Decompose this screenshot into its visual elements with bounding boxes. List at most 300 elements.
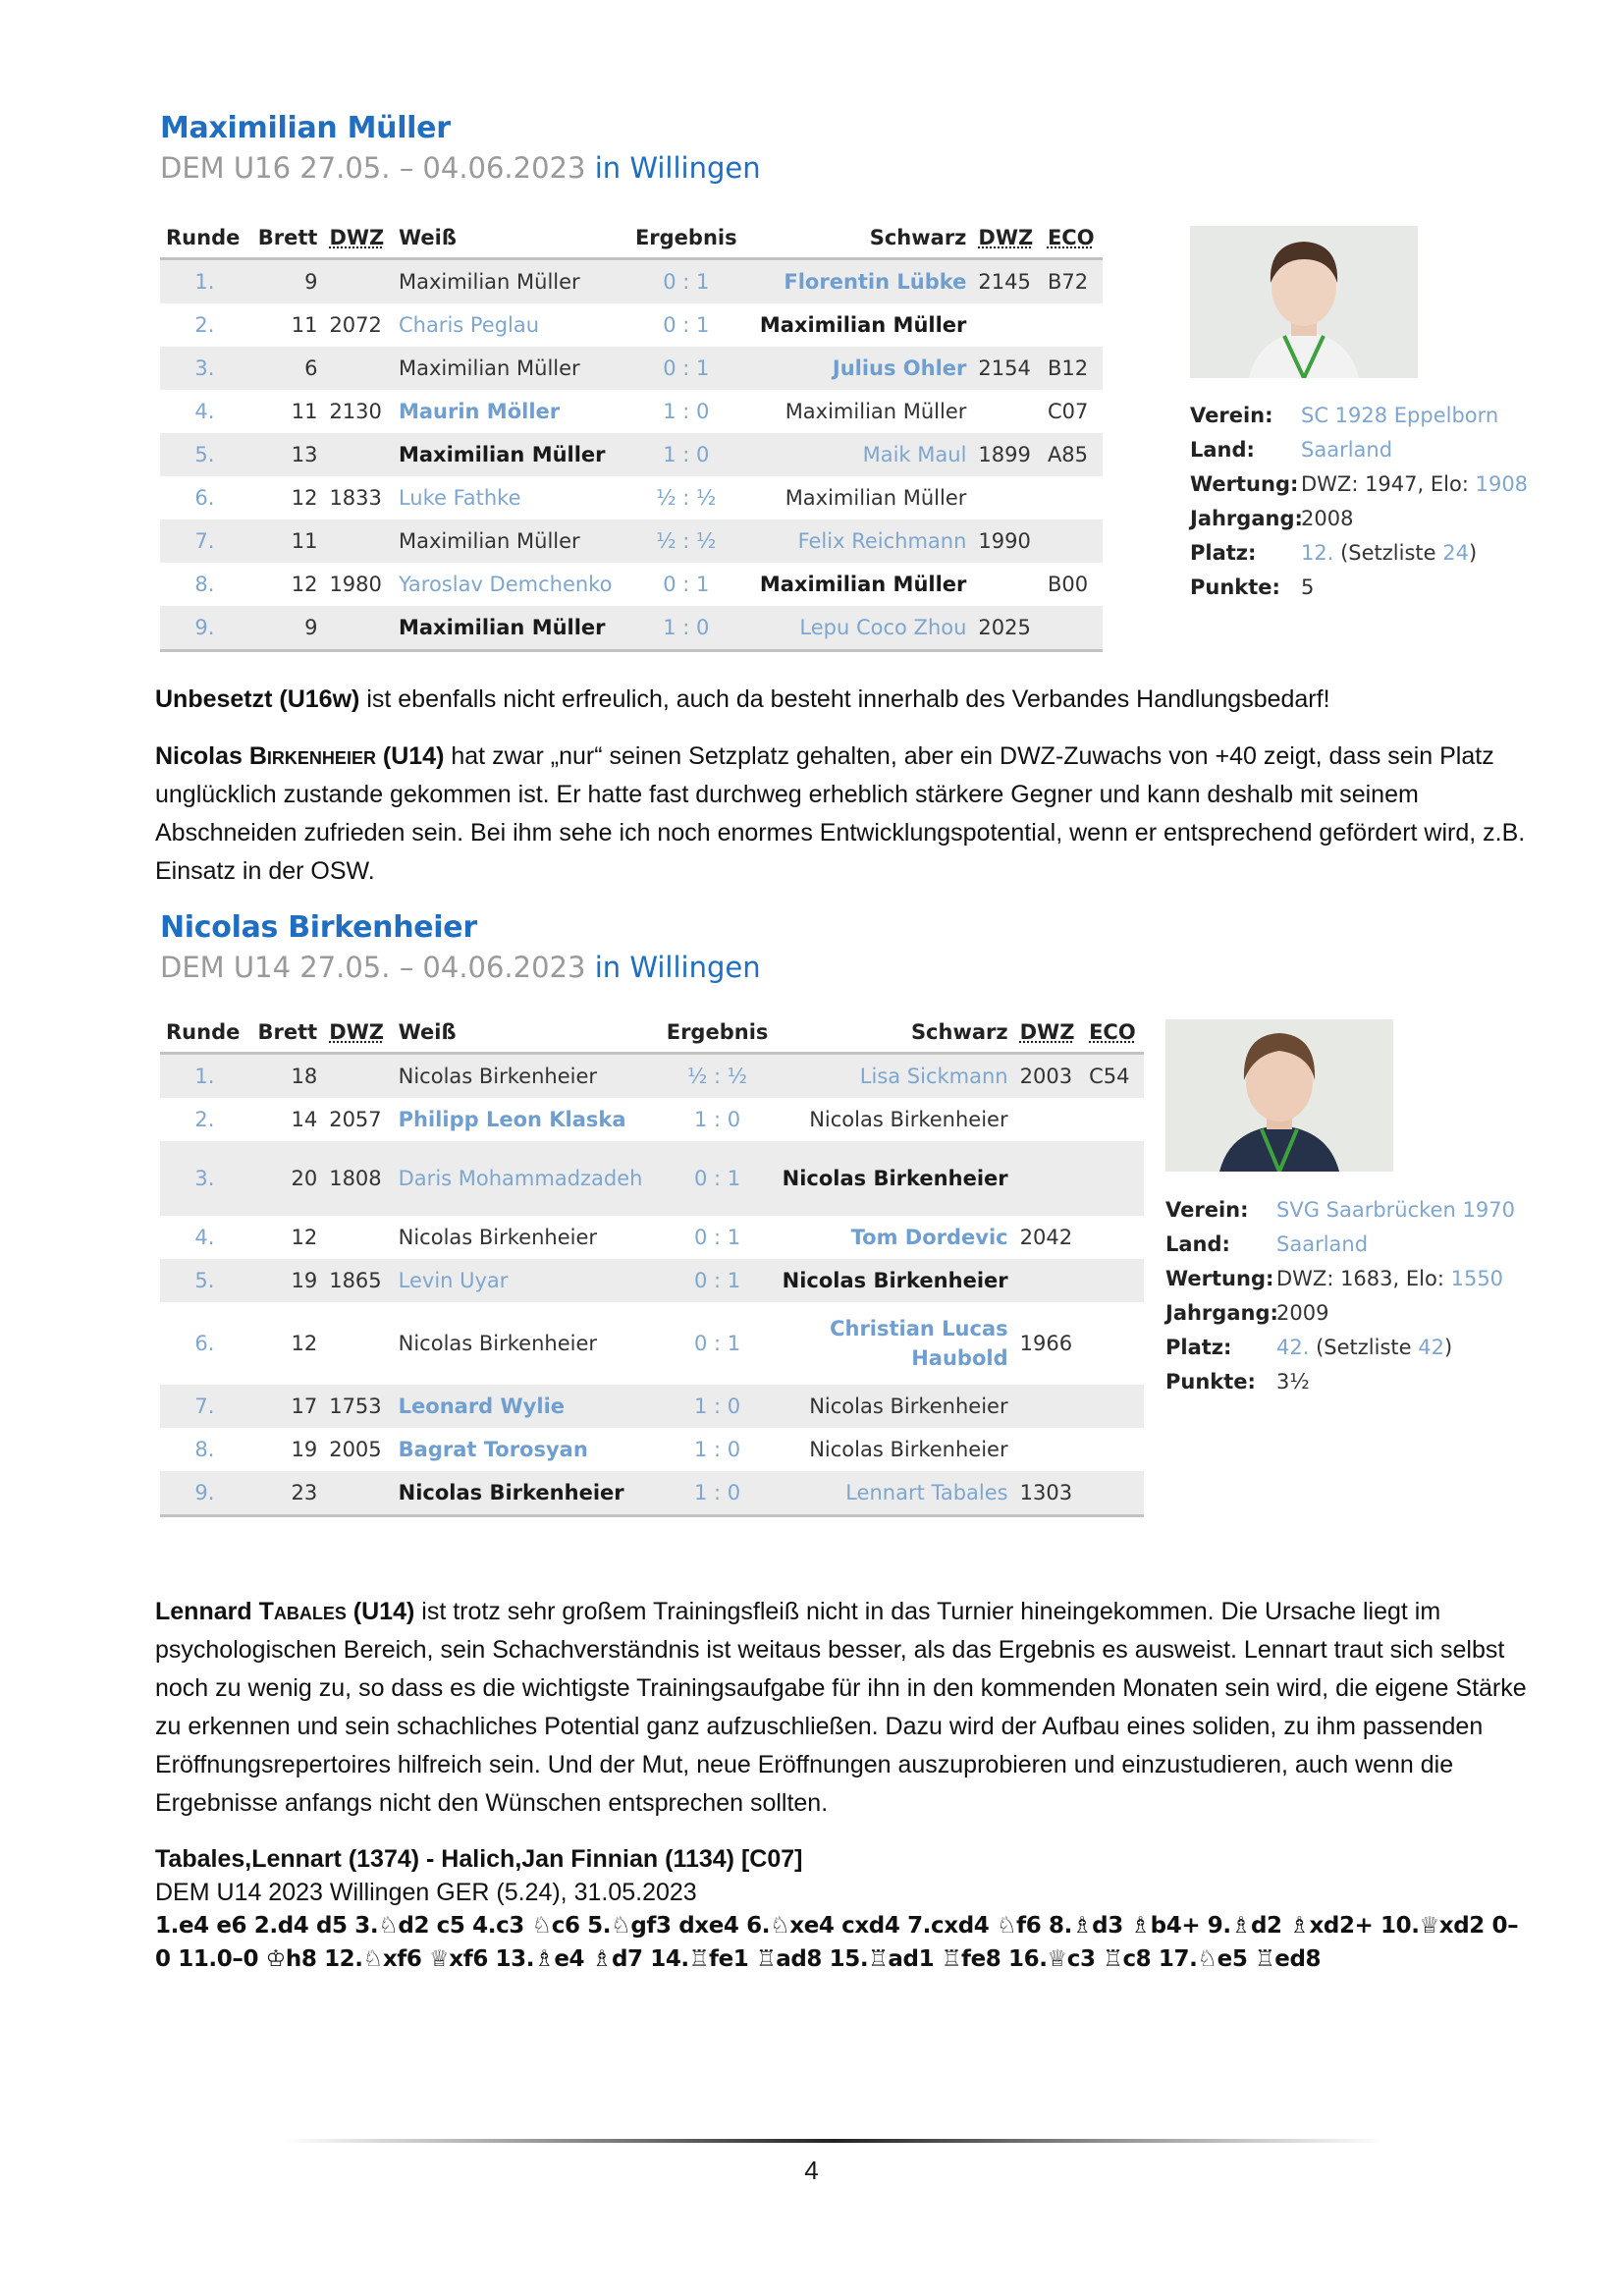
- opponent-link[interactable]: Philipp Leon Klaska: [398, 1108, 626, 1131]
- white-player-cell: [393, 606, 627, 651]
- event-title: DEM U16 27.05. – 04.06.2023: [160, 151, 586, 185]
- round-link[interactable]: 8.: [194, 573, 215, 596]
- points: 3½: [1276, 1370, 1310, 1394]
- event-place-link[interactable]: in Willingen: [594, 151, 761, 185]
- opponent-link[interactable]: Bagrat Torosyan: [398, 1438, 588, 1461]
- result-link[interactable]: 0 : 1: [694, 1332, 741, 1355]
- black-player-cell: [745, 259, 972, 304]
- paragraph-tabales: [155, 1593, 1530, 1823]
- game-event: DEM U14 2023 Willingen GER (5.24), 31.05.2023: [155, 1879, 697, 1906]
- col-board: Brett: [249, 1012, 323, 1054]
- round-link[interactable]: 4.: [194, 1226, 215, 1249]
- place-link[interactable]: 42.: [1276, 1336, 1310, 1359]
- white-player-cell: [393, 1259, 659, 1302]
- dwz-black-cell: 2003: [1014, 1054, 1083, 1099]
- col-result: Ergebnis: [659, 1012, 777, 1054]
- table-row: [160, 347, 1103, 390]
- footer-divider: [285, 2139, 1384, 2143]
- player-name-text: Nicolas Birkenheier: [809, 1438, 1008, 1461]
- player-photo-2: [1165, 1019, 1393, 1172]
- round-cell: [160, 1141, 249, 1216]
- player-name-text: Maximilian Müller: [398, 616, 606, 639]
- paragraph-category: (U14): [346, 1598, 415, 1625]
- round-cell: [160, 1302, 249, 1385]
- result-link[interactable]: ½ : ½: [656, 486, 717, 510]
- paragraph-firstname: Nicolas: [155, 742, 249, 770]
- dwz-white-cell: 2005: [329, 1438, 382, 1461]
- col-dwz-black: DWZ: [1014, 1012, 1083, 1054]
- round-cell: [160, 606, 249, 651]
- result-cell: [659, 1385, 777, 1428]
- seed-suffix: ): [1443, 1336, 1453, 1359]
- eco-cell: B00: [1047, 573, 1089, 596]
- white-player-cell: [393, 433, 627, 476]
- black-player-cell: [745, 347, 972, 390]
- col-white: Weiß: [393, 1012, 659, 1054]
- opponent-link[interactable]: Lepu Coco Zhou: [799, 616, 967, 639]
- eco-cell: C07: [1047, 400, 1089, 423]
- eco-cell: [1042, 606, 1103, 651]
- round-cell: [160, 1054, 249, 1099]
- round-cell: [160, 1216, 249, 1259]
- dwz-white-cell: [323, 259, 393, 304]
- result-cell: [659, 1428, 777, 1471]
- result-cell: [627, 433, 745, 476]
- opponent-link[interactable]: Luke Fathke: [398, 486, 521, 510]
- player-name-text: Maximilian Müller: [784, 400, 967, 423]
- round-link[interactable]: 6.: [194, 1332, 215, 1355]
- col-round: Runde: [160, 218, 249, 259]
- black-player-cell: [745, 390, 972, 433]
- white-player-cell: [393, 1385, 659, 1428]
- col-dwz-white: DWZ: [323, 1012, 392, 1054]
- eco-cell: C54: [1083, 1054, 1144, 1099]
- table-row: [160, 476, 1103, 519]
- round-cell: [160, 347, 249, 390]
- result-cell: [627, 519, 745, 563]
- dwz-white-cell: 1808: [323, 1141, 392, 1216]
- white-player-cell: [393, 476, 627, 519]
- round-link[interactable]: 3.: [194, 1167, 215, 1190]
- player-portrait-image: [1165, 1019, 1393, 1172]
- dwz-black-cell: 2042: [1019, 1226, 1073, 1249]
- player-photo-1: [1190, 226, 1418, 378]
- eco-cell: [1083, 1385, 1144, 1428]
- col-result: Ergebnis: [627, 218, 745, 259]
- dwz-white-cell: 1865: [323, 1259, 392, 1302]
- opponent-link[interactable]: Tom Dordevic: [850, 1226, 1008, 1249]
- dwz-white-cell: 2057: [329, 1108, 382, 1131]
- player-name-text: Nicolas Birkenheier: [809, 1108, 1008, 1131]
- round-link[interactable]: 3.: [194, 356, 215, 380]
- seed-prefix: (Setzliste: [1340, 541, 1436, 565]
- seed-prefix: (Setzliste: [1316, 1336, 1412, 1359]
- round-cell: [160, 1385, 249, 1428]
- opponent-link[interactable]: Daris Mohammadzadeh: [398, 1167, 643, 1190]
- paragraph-lead: Unbesetzt (U16w): [155, 685, 360, 713]
- board-cell: 11: [249, 519, 324, 563]
- round-cell: [160, 563, 249, 606]
- player-name: Maximilian Müller: [160, 111, 451, 145]
- dwz-white-cell: [323, 347, 393, 390]
- dwz-black-cell: 1966: [1019, 1332, 1073, 1355]
- white-player-cell: [393, 1216, 659, 1259]
- round-cell: [160, 1259, 249, 1302]
- player-name: Nicolas Birkenheier: [160, 910, 477, 945]
- dwz-black-cell: 2025: [972, 606, 1042, 651]
- round-link[interactable]: 9.: [194, 616, 215, 639]
- dwz-white-cell: 2072: [329, 313, 382, 337]
- result-link[interactable]: 1 : 0: [694, 1108, 741, 1131]
- table-row: [160, 303, 1103, 347]
- table-row: [160, 1471, 1144, 1516]
- table-row: [160, 1302, 1144, 1385]
- board-cell: 13: [249, 433, 324, 476]
- dwz-black-cell: 2145: [972, 259, 1042, 304]
- dwz-white-cell: [323, 1302, 392, 1385]
- player-header-1: [160, 111, 761, 188]
- result-link[interactable]: 1 : 0: [694, 1394, 741, 1418]
- opponent-link[interactable]: Leonard Wylie: [398, 1394, 566, 1418]
- event-title: DEM U14 27.05. – 04.06.2023: [160, 951, 586, 984]
- dwz-black-cell: [972, 563, 1042, 606]
- result-link[interactable]: 0 : 1: [663, 313, 710, 337]
- board-cell: 12: [291, 573, 318, 596]
- dwz-white-cell: [323, 433, 393, 476]
- opponent-link[interactable]: Christian Lucas Haubold: [830, 1317, 1008, 1370]
- paragraph-surname: Birkenheier: [248, 742, 376, 770]
- result-link[interactable]: 1 : 0: [694, 1438, 741, 1461]
- black-player-cell: [745, 476, 972, 519]
- elo-link[interactable]: 1908: [1475, 472, 1529, 496]
- seed-link[interactable]: 42: [1418, 1336, 1444, 1359]
- info-label-year: Jahrgang:: [1190, 507, 1303, 530]
- info-label-rating: Wertung:: [1165, 1267, 1274, 1290]
- black-player-cell: [777, 1428, 1014, 1471]
- white-player-cell: [393, 519, 627, 563]
- info-label-place: Platz:: [1165, 1336, 1232, 1359]
- player-header-2: [160, 910, 761, 987]
- col-dwz-white: DWZ: [323, 218, 393, 259]
- round-link[interactable]: 7.: [194, 1394, 215, 1418]
- board-cell: 9: [249, 606, 324, 651]
- board-cell: 12: [291, 486, 318, 510]
- dwz-white-cell: [323, 1471, 392, 1516]
- black-player-cell: [777, 1471, 1014, 1516]
- table-row: [160, 1098, 1144, 1141]
- opponent-link[interactable]: Maurin Möller: [398, 400, 561, 423]
- result-link[interactable]: ½ : ½: [687, 1065, 748, 1088]
- table-header-row: [160, 1012, 1144, 1054]
- paragraph-text: ist trotz sehr großem Trainingsfleiß nicht in das Turnier hineingekommen. Die Ursache liegt im psychologischen Bereich, sein Schachverständnis ist weitaus besser, als das Ergebnis es ausweist. Lennart traut sich selbst noch zu wenig zu, so dass es die wichtigste Trainingsaufgabe für ihn in den kommenden Monaten sein wird, die eigene Stärke zu erkennen und sein schachliches Potential ganz aufzuschließen. Dazu wird der Aufbau eines soliden, zu ihm passenden Eröffnungsrepertoires hilfreich sein. Und der Mut, neue Eröffnungen auszuprobieren und einzustudieren, auch wenn die Ergebnisse anfangs nicht den Wünschen entsprechen sollten.: [155, 1598, 1527, 1817]
- paragraph-text: hat zwar „nur“ seinen Setzplatz gehalten, aber ein DWZ-Zuwachs von +40 zeigt, dass sein Platz unglücklich zustande gekommen ist. Er hatte fast durchweg erheblich stärkere Gegner und kann deshalb mit seinem Abschneiden zufrieden sein. Bei ihm sehe ich noch enormes Entwicklungspotential, wenn er entsprechend gefördert wird, z.B. Einsatz in der OSW.: [155, 742, 1526, 885]
- player-name-text: Maximilian Müller: [759, 573, 967, 596]
- opponent-link[interactable]: Felix Reichmann: [797, 529, 967, 553]
- result-link[interactable]: 1 : 0: [694, 1481, 741, 1504]
- result-link[interactable]: 0 : 1: [663, 573, 710, 596]
- player-name-text: Maximilian Müller: [759, 313, 967, 337]
- round-cell: [160, 390, 249, 433]
- round-link[interactable]: 6.: [194, 486, 215, 510]
- country-link[interactable]: Saarland: [1276, 1232, 1369, 1256]
- board-cell: 19: [291, 1438, 318, 1461]
- player-name-text: Nicolas Birkenheier: [398, 1481, 624, 1504]
- opponent-link[interactable]: Maik Maul: [862, 443, 967, 466]
- club-link[interactable]: SVG Saarbrücken 1970: [1276, 1198, 1515, 1222]
- round-cell: [160, 1428, 249, 1471]
- table-row: [160, 259, 1103, 304]
- paragraph-surname: Tabales: [258, 1598, 347, 1625]
- round-cell: [160, 1471, 249, 1516]
- col-black: Schwarz: [777, 1012, 1014, 1054]
- elo-link[interactable]: 1550: [1450, 1267, 1504, 1290]
- dwz-black-cell: [1014, 1259, 1083, 1302]
- player-name-text: Maximilian Müller: [398, 270, 580, 294]
- round-link[interactable]: 2.: [194, 1108, 215, 1131]
- result-cell: [627, 259, 745, 304]
- dwz-black-cell: [1014, 1385, 1083, 1428]
- dwz-black-cell: 1990: [972, 519, 1042, 563]
- birth-year: 2008: [1301, 507, 1354, 530]
- info-label-points: Punkte:: [1190, 575, 1280, 599]
- eco-cell: [1083, 1141, 1144, 1216]
- col-board: Brett: [249, 218, 324, 259]
- player-name-text: Maximilian Müller: [398, 529, 580, 553]
- event-line: [160, 148, 761, 188]
- info-label-country: Land:: [1190, 438, 1255, 462]
- result-link[interactable]: 0 : 1: [694, 1226, 741, 1249]
- opponent-link[interactable]: Lennart Tabales: [845, 1481, 1008, 1504]
- table-row: [160, 1141, 1144, 1216]
- dwz-black-cell: [1014, 1141, 1083, 1216]
- event-line: [160, 948, 761, 987]
- black-player-cell: [777, 1385, 1014, 1428]
- dwz-white-cell: [323, 606, 393, 651]
- table-row: [160, 1385, 1144, 1428]
- board-cell: 14: [291, 1108, 318, 1131]
- dwz-black-cell: [1014, 1428, 1083, 1471]
- result-link[interactable]: 1 : 0: [663, 443, 710, 466]
- game-moves: 1.e4 e6 2.d4 d5 3.♘d2 c5 4.c3 ♘c6 5.♘gf3 dxe4 6.♘xe4 cxd4 7.cxd4 ♘f6 8.♗d3 ♗b4+ 9.♗d2 ♗xd2+ 10.♕xd2 0–0 11.0–0 ♔h8 12.♘xf6 ♕xf6 13.♗e4 ♗d7 14.♖fe1 ♖ad8 15.♖ad1 ♖fe8 16.♕c3 ♖c8 17.♘e5 ♖ed8: [155, 1913, 1519, 1972]
- col-black: Schwarz: [745, 218, 972, 259]
- games-table-2: [160, 1012, 1144, 1517]
- dwz-white-cell: [323, 1054, 392, 1099]
- round-link[interactable]: 2.: [194, 313, 215, 337]
- dwz-black-cell: [972, 390, 1042, 433]
- board-cell: 20: [249, 1141, 323, 1216]
- round-cell: [160, 519, 249, 563]
- dwz-white-cell: 1833: [329, 486, 382, 510]
- eco-cell: [1042, 519, 1103, 563]
- col-white: Weiß: [393, 218, 627, 259]
- result-cell: [659, 1098, 777, 1141]
- player-name-text: Nicolas Birkenheier: [809, 1394, 1008, 1418]
- eco-cell: [1083, 1098, 1144, 1141]
- player-name-text: Maximilian Müller: [784, 486, 967, 510]
- round-link[interactable]: 5.: [194, 1269, 215, 1292]
- eco-cell: B12: [1042, 347, 1103, 390]
- black-player-cell: [745, 563, 972, 606]
- board-cell: 12: [291, 1332, 318, 1355]
- round-cell: [160, 259, 249, 304]
- eco-cell: B72: [1042, 259, 1103, 304]
- table-row: [160, 519, 1103, 563]
- eco-cell: [1083, 1216, 1144, 1259]
- white-player-cell: [393, 1141, 659, 1216]
- round-link[interactable]: 5.: [194, 443, 215, 466]
- dwz-black-cell: 2154: [972, 347, 1042, 390]
- round-link[interactable]: 9.: [194, 1481, 215, 1504]
- table-row: [160, 1216, 1144, 1259]
- dwz-white-cell: 1753: [323, 1385, 392, 1428]
- opponent-link[interactable]: Lisa Sickmann: [859, 1065, 1008, 1088]
- country-link[interactable]: Saarland: [1301, 438, 1393, 462]
- player-name-text: Nicolas Birkenheier: [398, 1226, 598, 1249]
- col-round: Runde: [160, 1012, 249, 1054]
- col-dwz-black: DWZ: [972, 218, 1042, 259]
- opponent-link[interactable]: Florentin Lübke: [784, 270, 967, 294]
- white-player-cell: [393, 259, 627, 304]
- result-cell: [659, 1259, 777, 1302]
- result-link[interactable]: ½ : ½: [656, 529, 717, 553]
- opponent-link[interactable]: Levin Uyar: [398, 1269, 509, 1292]
- table-row: [160, 563, 1103, 606]
- event-place-link[interactable]: in Willingen: [594, 951, 761, 984]
- black-player-cell: [777, 1302, 1014, 1385]
- board-cell: 11: [291, 313, 318, 337]
- eco-cell: [1083, 1302, 1144, 1385]
- place-link[interactable]: 12.: [1301, 541, 1334, 565]
- club-link[interactable]: SC 1928 Eppelborn: [1301, 404, 1499, 427]
- player-name-text: Nicolas Birkenheier: [398, 1065, 598, 1088]
- col-eco: ECO: [1042, 218, 1103, 259]
- black-player-cell: [745, 433, 972, 476]
- result-cell: [627, 563, 745, 606]
- col-eco: ECO: [1083, 1012, 1144, 1054]
- paragraph-firstname: Lennard: [155, 1598, 259, 1625]
- game-header: Tabales,Lennart (1374) - Halich,Jan Finnian (1134) [C07]: [155, 1845, 803, 1873]
- black-player-cell: [777, 1098, 1014, 1141]
- result-link[interactable]: 0 : 1: [694, 1269, 741, 1292]
- board-cell: 18: [249, 1054, 323, 1099]
- player-name-text: Nicolas Birkenheier: [782, 1269, 1008, 1292]
- info-label-country: Land:: [1165, 1232, 1230, 1256]
- info-label-points: Punkte:: [1165, 1370, 1256, 1394]
- dwz-white-cell: 2130: [329, 400, 382, 423]
- black-player-cell: [745, 303, 972, 347]
- info-label-rating: Wertung:: [1190, 472, 1299, 496]
- player-info-2: [1165, 1193, 1515, 1399]
- paragraph-birkenheier: [155, 738, 1530, 891]
- black-player-cell: [777, 1216, 1014, 1259]
- dwz-black-cell: [972, 303, 1042, 347]
- dwz-black-cell: 1303: [1014, 1471, 1083, 1516]
- result-cell: [627, 303, 745, 347]
- seed-link[interactable]: 24: [1442, 541, 1469, 565]
- black-player-cell: [745, 606, 972, 651]
- opponent-link[interactable]: Yaroslav Demchenko: [398, 573, 613, 596]
- seed-suffix: ): [1468, 541, 1478, 565]
- opponent-link[interactable]: Charis Peglau: [398, 313, 540, 337]
- result-cell: [659, 1141, 777, 1216]
- round-cell: [160, 433, 249, 476]
- table-row: [160, 390, 1103, 433]
- black-player-cell: [777, 1141, 1014, 1216]
- result-link[interactable]: 0 : 1: [663, 356, 710, 380]
- eco-cell: [1042, 303, 1103, 347]
- white-player-cell: [393, 303, 627, 347]
- black-player-cell: [777, 1054, 1014, 1099]
- eco-cell: [1083, 1259, 1144, 1302]
- game-block: [155, 1842, 1530, 1976]
- round-link[interactable]: 4.: [194, 400, 215, 423]
- result-link[interactable]: 1 : 0: [663, 616, 710, 639]
- result-link[interactable]: 1 : 0: [663, 400, 710, 423]
- black-player-cell: [777, 1259, 1014, 1302]
- board-cell: 17: [249, 1385, 323, 1428]
- white-player-cell: [393, 563, 627, 606]
- board-cell: 23: [249, 1471, 323, 1516]
- table-header-row: [160, 218, 1103, 259]
- info-label-club: Verein:: [1190, 404, 1273, 427]
- white-player-cell: [393, 1054, 659, 1099]
- result-cell: [659, 1471, 777, 1516]
- white-player-cell: [393, 390, 627, 433]
- eco-cell: [1083, 1428, 1144, 1471]
- white-player-cell: [393, 1098, 659, 1141]
- result-cell: [659, 1216, 777, 1259]
- black-player-cell: [745, 519, 972, 563]
- result-cell: [627, 390, 745, 433]
- round-link[interactable]: 1.: [194, 1065, 215, 1088]
- player-name-text: Maximilian Müller: [398, 443, 606, 466]
- result-link[interactable]: 0 : 1: [663, 270, 710, 294]
- paragraph-unbesetzt: [155, 681, 1530, 719]
- result-link[interactable]: 0 : 1: [694, 1167, 741, 1190]
- result-cell: [659, 1302, 777, 1385]
- round-link[interactable]: 1.: [194, 270, 215, 294]
- rating-dwz: DWZ: 1947, Elo:: [1301, 472, 1469, 496]
- dwz-black-cell: [972, 476, 1042, 519]
- round-link[interactable]: 8.: [194, 1438, 215, 1461]
- result-cell: [627, 476, 745, 519]
- page-number: 4: [804, 2156, 819, 2185]
- player-name-text: Nicolas Birkenheier: [398, 1332, 598, 1355]
- table-row: [160, 433, 1103, 476]
- dwz-black-cell: [1014, 1098, 1083, 1141]
- round-cell: [160, 476, 249, 519]
- board-cell: 19: [249, 1259, 323, 1302]
- birth-year: 2009: [1276, 1301, 1329, 1325]
- board-cell: 12: [291, 1226, 318, 1249]
- round-link[interactable]: 7.: [194, 529, 215, 553]
- opponent-link[interactable]: Julius Ohler: [832, 356, 967, 380]
- table-row: [160, 1054, 1144, 1099]
- dwz-black-cell: 1899: [972, 433, 1042, 476]
- board-cell: 9: [249, 259, 324, 304]
- table-row: [160, 1259, 1144, 1302]
- eco-cell: [1042, 476, 1103, 519]
- dwz-white-cell: 1980: [329, 573, 382, 596]
- white-player-cell: [393, 1471, 659, 1516]
- result-cell: [627, 347, 745, 390]
- table-row: [160, 606, 1103, 651]
- table-row: [160, 1428, 1144, 1471]
- round-cell: [160, 303, 249, 347]
- dwz-white-cell: [323, 519, 393, 563]
- result-cell: [627, 606, 745, 651]
- white-player-cell: [393, 1302, 659, 1385]
